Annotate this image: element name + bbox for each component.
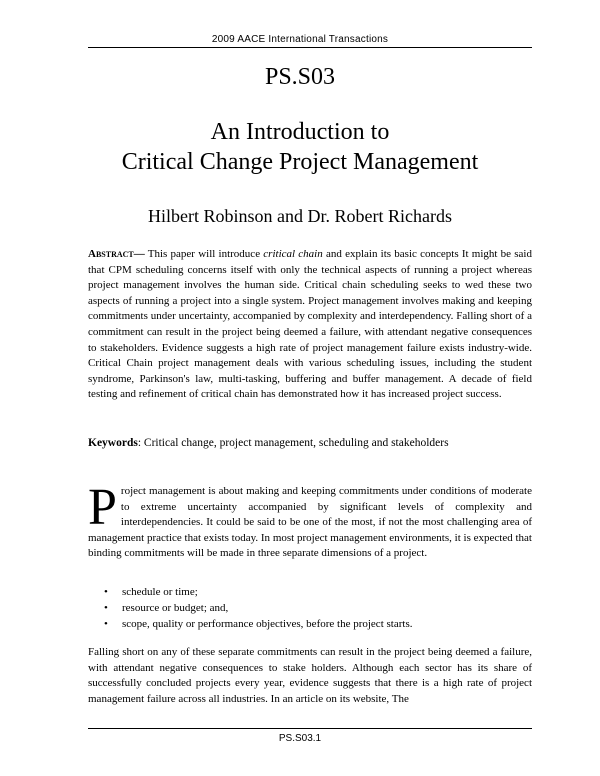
list-item: • scope, quality or performance objectives, before the project starts. (104, 616, 524, 632)
page-number: PS.S03.1 (278, 733, 322, 744)
keywords-text: : Critical change, project management, scheduling and stakeholders (137, 437, 449, 449)
body-paragraph-2: Falling short on any of these separate commitments can result in the project being deemed a failure, with attendant negative consequences to stake holders. Although each sector has its share of successfully concluded projects every year, evidence suggests that there is a high rate of project management failure across all industries. In an article on its website, The (88, 646, 532, 705)
paper-title (0, 117, 600, 177)
keywords (88, 437, 532, 449)
paper-id: PS.S03 (264, 64, 336, 90)
abstract-label: Abstract— (88, 248, 145, 260)
abstract (88, 247, 532, 403)
body-paragraph-1 (88, 479, 532, 562)
title-line-2: Critical Change Project Management (121, 149, 479, 175)
abstract-text-rest: and explain its basic concepts It might be said that CPM scheduling concerns itself with only the technical aspects of running a project whereas project management involves the human side. Critical chain scheduling seeks to wed these two aspects of running a project into a single system. Project management involves making and keeping commitments under uncertainty, accompanied by complexity and interdependency. Falling short of a commitment can result in the project being deemed a failure, with attendant negative consequences to stakeholders. Evidence suggests a high rate of project management failure exists industry-wide. Critical Chain project management deals with various scheduling issues, including the student syndrome, Parkinson's law, multi-tasking, buffering and buffer management. A decade of field testing and refinement of critical chain has demonstrated how it has increased project success. (88, 248, 532, 401)
drop-cap: P (88, 479, 117, 536)
abstract-text-start: This paper will introduce (144, 248, 264, 260)
authors: Hilbert Robinson and Dr. Robert Richards (148, 206, 452, 226)
list-item: • schedule or time; (104, 584, 524, 600)
body-paragraph-1-text: roject management is about making and keeping commitments under conditions of moderate to extreme uncertainty accompanied by significant levels of complexity and interdependencies. It could be said to be one of the most, if not the most challenging area of management practice that exists today. In most project management environments, it is expected that binding commitments will be made in three separate dimensions of a project. (88, 485, 532, 560)
list-item: • resource or budget; and, (104, 600, 524, 616)
running-header: 2009 AACE International Transactions (211, 34, 389, 45)
title-line-1: An Introduction to (210, 119, 390, 145)
abstract-emphasis: critical chain (263, 248, 323, 260)
keywords-label: Keywords (88, 437, 138, 449)
footer-rule (88, 728, 532, 729)
commitment-list (104, 584, 524, 632)
header-rule (88, 47, 532, 48)
